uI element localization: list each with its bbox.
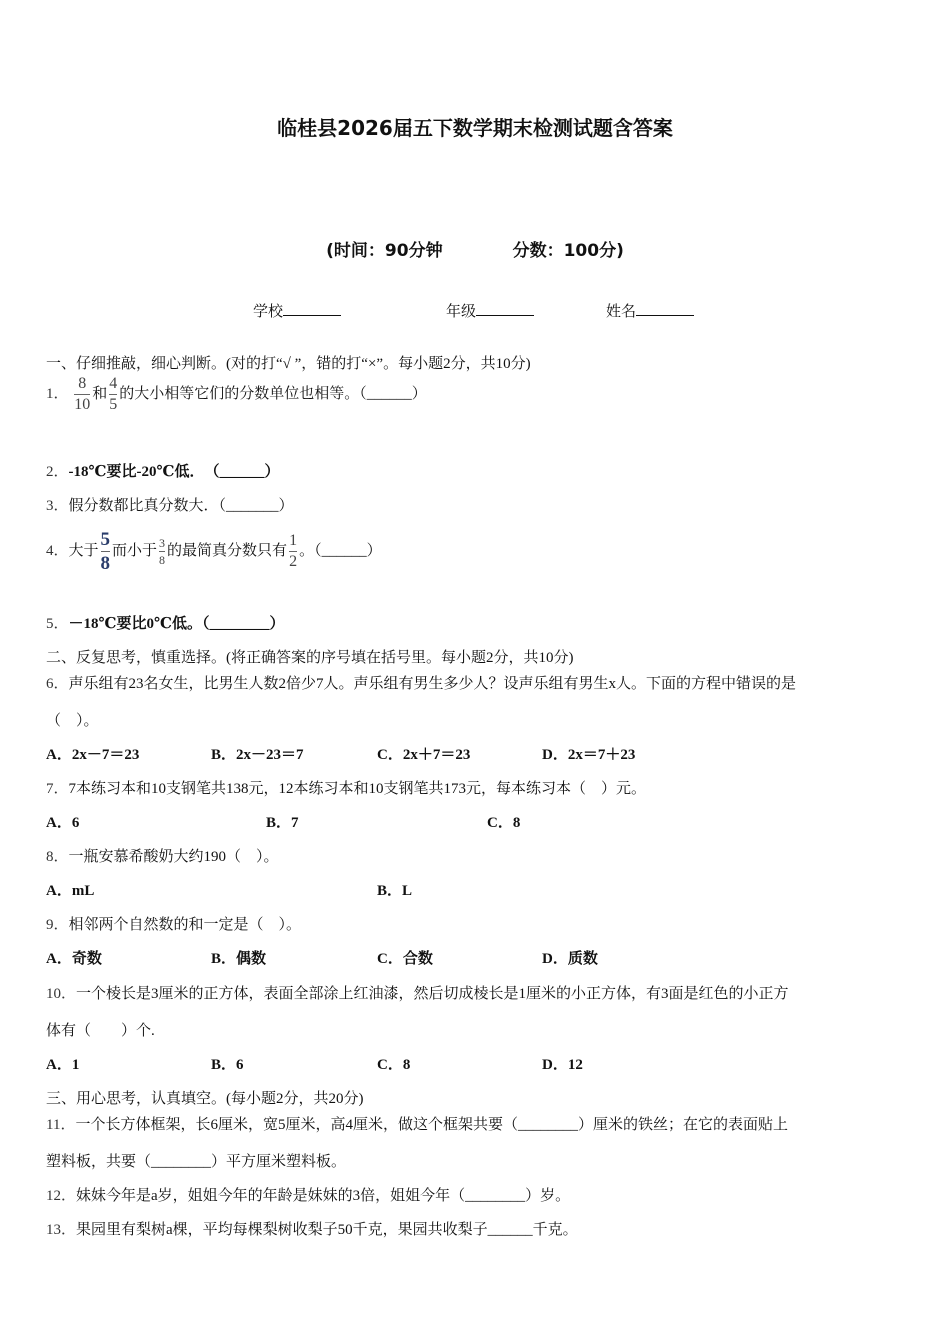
question-4: 4．大于 $\frac{5}{8}$ 而小于 $\frac{3}{8}$ 的最简真分数只有 $\frac{1}{2}$ 。（______） (46, 529, 382, 574)
question-8: 8．一瓶安慕希酸奶大约190（ ）。 (46, 849, 279, 865)
exam-meta (0, 236, 950, 261)
q8-option-a[interactable]: A．mL (46, 883, 95, 899)
q10-option-a[interactable]: A．1 (46, 1057, 80, 1073)
fraction-3-8: $\frac{3}{8}$ (159, 536, 166, 567)
question-6-line2: （ ）。 (46, 713, 99, 729)
fraction-8-10: $\frac{8}{10}$ (74, 375, 91, 413)
fraction-4-5: $\frac{4}{5}$ (109, 375, 118, 413)
fraction-5-8: $\frac{5}{8}$ (100, 529, 111, 574)
q10-option-b[interactable]: B．6 (211, 1057, 244, 1073)
section-2-heading: 二、反复思考，慎重选择。(将正确答案的序号填在括号里。每小题2分，共10分) (46, 650, 574, 666)
q10-option-c[interactable]: C．8 (377, 1057, 411, 1073)
question-11: 11．一个长方体框架，长6厘米，宽5厘米，高4厘米，做这个框架共要（________）厘米的铁丝；在它的表面贴上 (46, 1117, 788, 1133)
q7-option-c[interactable]: C．8 (487, 815, 521, 831)
question-6: 6．声乐组有23名女生，比男生人数2倍少7人。声乐组有男生多少人？设声乐组有男生x人。下面的方程中错误的是 (46, 676, 797, 692)
q6-option-a[interactable]: A．2x－7＝23 (46, 747, 140, 763)
school-field[interactable]: 学校 (253, 300, 341, 321)
q9-option-a[interactable]: A．奇数 (46, 951, 102, 967)
q8-option-b[interactable]: B．L (377, 883, 413, 899)
q6-option-d[interactable]: D．2x＝7＋23 (542, 747, 636, 763)
page-title: 临桂县2026届五下数学期末检测试题含答案 (277, 116, 673, 140)
question-10: 10．一个棱长是3厘米的正方体，表面全部涂上红油漆，然后切成棱长是1厘米的小正方体，有3面是红色的小正方 (46, 986, 789, 1002)
section-3-heading: 三、用心思考，认真填空。(每小题2分，共20分) (46, 1091, 364, 1107)
q7-option-b[interactable]: B．7 (266, 815, 299, 831)
section-1-heading: 一、仔细推敲，细心判断。(对的打“√ ”，错的打“×”。每小题2分，共10分) (46, 356, 531, 372)
question-13: 13．果园里有梨树a棵，平均每棵梨树收梨子50千克，果园共收梨子______千克。 (46, 1222, 578, 1238)
question-7: 7．7本练习本和10支钢笔共138元，12本练习本和10支钢笔共173元，每本练习本（ ）元。 (46, 781, 647, 797)
q9-option-d[interactable]: D．质数 (542, 951, 598, 967)
question-9: 9．相邻两个自然数的和一定是（ ）。 (46, 917, 302, 933)
question-3: 3．假分数都比真分数大．（_______） (46, 498, 294, 514)
exam-time: (时间：90分钟 (326, 241, 443, 261)
question-10-line2: 体有（ ）个. (46, 1023, 155, 1039)
grade-field[interactable]: 年级 (446, 300, 534, 321)
name-field[interactable]: 姓名 (606, 300, 694, 321)
question-11-line2: 塑料板，共要（________）平方厘米塑料板。 (46, 1154, 347, 1170)
exam-score: 分数：100分) (512, 241, 624, 261)
question-5: 5．－18℃要比0℃低。（________） (46, 616, 285, 632)
fraction-1-2: $\frac{1}{2}$ (289, 532, 298, 570)
q9-option-c[interactable]: C．合数 (377, 951, 433, 967)
question-1: 1． $\frac{8}{10}$ 和 $\frac{4}{5}$ 的大小相等它们的分数单位也相等。（______） (46, 375, 427, 413)
q9-option-b[interactable]: B．偶数 (211, 951, 267, 967)
q7-option-a[interactable]: A．6 (46, 815, 80, 831)
question-12: 12．妹妹今年是a岁，姐姐今年的年龄是妹妹的3倍，姐姐今年（________）岁。 (46, 1188, 571, 1204)
q6-option-b[interactable]: B．2x－23＝7 (211, 747, 304, 763)
q6-option-c[interactable]: C．2x＋7＝23 (377, 747, 471, 763)
question-2: 2．-18℃要比-20℃低． （______） (46, 464, 280, 480)
q10-option-d[interactable]: D．12 (542, 1057, 583, 1073)
